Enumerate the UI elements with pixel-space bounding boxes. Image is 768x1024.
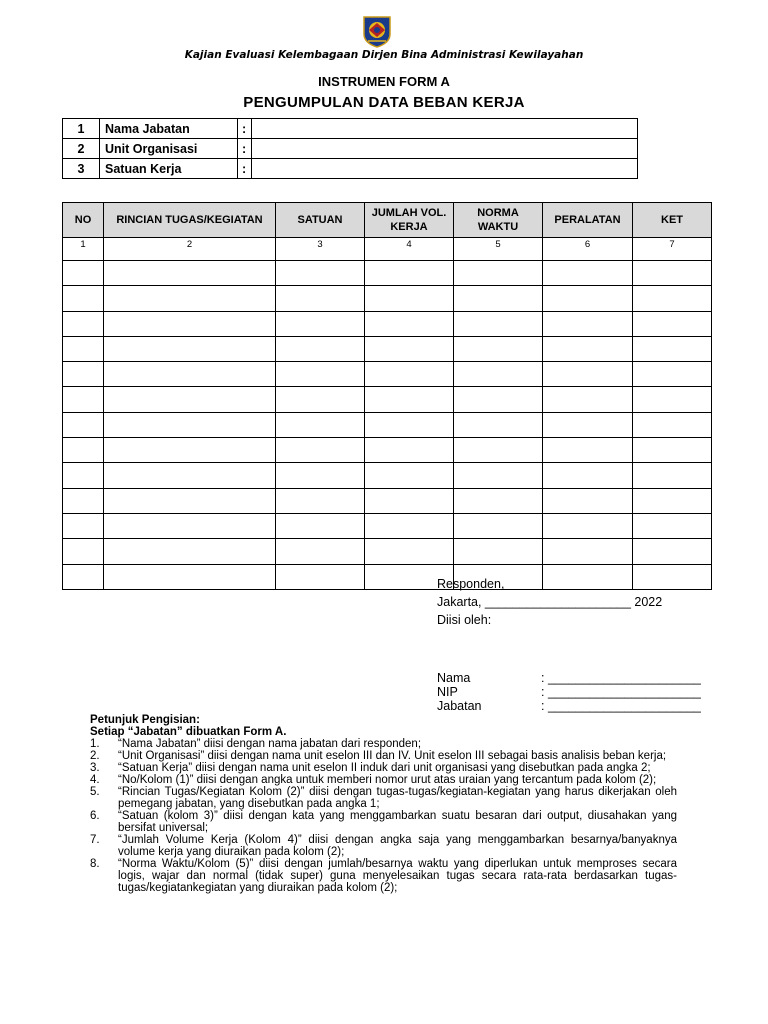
list-item-text: “Nama Jabatan” diisi dengan nama jabatan dari responden; [118, 738, 422, 750]
filled-by-label: Diisi oleh: [437, 613, 492, 627]
table-cell[interactable] [365, 336, 454, 361]
list-item-number: 5. [90, 786, 100, 798]
column-header: NORMA WAKTU [454, 203, 543, 238]
sig-field-nama[interactable]: : ______________________ [541, 671, 701, 685]
table-row [63, 286, 712, 311]
table-cell[interactable] [104, 412, 276, 437]
table-cell[interactable] [365, 387, 454, 412]
sig-label-nama: Nama [437, 671, 471, 685]
column-header: RINCIAN TUGAS/KEGIATAN [104, 203, 276, 238]
table-cell[interactable] [365, 513, 454, 538]
table-cell[interactable] [104, 311, 276, 336]
document-header: Kajian Evaluasi Kelembagaan Dirjen Bina Administrasi Kewilayahan [184, 49, 584, 61]
column-header: JUMLAH VOL. KERJA [365, 203, 454, 238]
identity-row-colon: : [238, 139, 252, 159]
table-cell[interactable] [63, 311, 104, 336]
table-cell[interactable] [633, 463, 712, 488]
table-cell[interactable] [633, 286, 712, 311]
sig-field-jabatan[interactable]: : ______________________ [541, 699, 701, 713]
column-header: NO [63, 203, 104, 238]
table-cell[interactable] [454, 539, 543, 564]
list-item [90, 750, 677, 762]
table-cell[interactable] [543, 261, 633, 286]
table-cell[interactable] [276, 286, 365, 311]
table-cell[interactable] [365, 286, 454, 311]
table-cell[interactable] [454, 336, 543, 361]
table-row [63, 311, 712, 336]
table-cell[interactable] [543, 286, 633, 311]
form-title: INSTRUMEN FORM A [318, 74, 450, 89]
city-date-line: Jakarta, _____________________ 2022 [437, 595, 663, 609]
table-cell[interactable] [633, 438, 712, 463]
table-cell[interactable] [104, 539, 276, 564]
table-cell[interactable] [543, 336, 633, 361]
list-item-number: 1. [90, 738, 100, 750]
instructions-subtitle: Setiap “Jabatan” dibuatkan Form A. [90, 726, 287, 738]
list-item [90, 762, 677, 774]
list-item-number: 6. [90, 810, 100, 822]
table-cell[interactable] [63, 564, 104, 589]
list-item-number: 7. [90, 834, 100, 846]
table-cell[interactable] [365, 261, 454, 286]
column-number: 1 [63, 238, 104, 261]
table-row [63, 438, 712, 463]
table-row [63, 564, 712, 589]
list-item-text: “Jumlah Volume Kerja (Kolom 4)” diisi dengan angka saja yang menggambarkan besarnya/banyaknya volume kerja yang diuraikan pada kolom (2); [118, 834, 677, 858]
list-item [90, 738, 677, 750]
sig-field-nip[interactable]: : ______________________ [541, 685, 701, 699]
table-cell[interactable] [365, 311, 454, 336]
table-cell[interactable] [104, 488, 276, 513]
column-header: PERALATAN [543, 203, 633, 238]
identity-row-value[interactable] [252, 159, 638, 179]
table-cell[interactable] [104, 261, 276, 286]
table-cell[interactable] [454, 311, 543, 336]
table-cell[interactable] [276, 564, 365, 589]
table-cell[interactable] [633, 336, 712, 361]
column-number: 3 [276, 238, 365, 261]
table-cell[interactable] [365, 362, 454, 387]
table-row [63, 261, 712, 286]
table-cell[interactable] [276, 387, 365, 412]
table-cell[interactable] [633, 362, 712, 387]
identity-row-value[interactable] [252, 139, 638, 159]
column-number: 5 [454, 238, 543, 261]
identity-row-number: 3 [63, 159, 100, 179]
table-cell[interactable] [633, 564, 712, 589]
table-cell[interactable] [63, 513, 104, 538]
table-cell[interactable] [543, 311, 633, 336]
column-header: KET [633, 203, 712, 238]
list-item-text: “No/Kolom (1)” diisi dengan angka untuk memberi nomor urut atas uraian yang tercantum pada kolom (2); [118, 774, 657, 786]
table-cell[interactable] [276, 438, 365, 463]
identity-row-value[interactable] [252, 119, 638, 139]
list-item [90, 858, 677, 894]
list-item-text: “Norma Waktu/Kolom (5)” diisi dengan jumlah/besarnya waktu yang diperlukan untuk memproses secara logis, wajar dan normal (tidak super) guna menyelesaikan tugas secara rata-rata berdasarkan tugas-tugas/kegiatankegiatan yang diuraikan pada kolom (2); [118, 858, 677, 894]
table-cell[interactable] [276, 513, 365, 538]
table-cell[interactable] [365, 539, 454, 564]
identity-row-number: 1 [63, 119, 100, 139]
form-subtitle: PENGUMPULAN DATA BEBAN KERJA [243, 94, 525, 111]
table-cell[interactable] [543, 387, 633, 412]
list-item-number: 3. [90, 762, 100, 774]
table-row [63, 539, 712, 564]
column-number: 2 [104, 238, 276, 261]
table-cell[interactable] [633, 539, 712, 564]
table-cell[interactable] [63, 261, 104, 286]
identity-row-label: Unit Organisasi [100, 139, 238, 159]
table-cell[interactable] [543, 488, 633, 513]
sig-label-nip: NIP [437, 685, 458, 699]
table-cell[interactable] [454, 513, 543, 538]
column-number: 4 [365, 238, 454, 261]
list-item [90, 810, 677, 834]
table-cell[interactable] [276, 463, 365, 488]
list-item [90, 834, 677, 858]
table-cell[interactable] [454, 412, 543, 437]
list-item-number: 2. [90, 750, 100, 762]
table-cell[interactable] [276, 261, 365, 286]
table-cell[interactable] [633, 513, 712, 538]
table-row [63, 362, 712, 387]
table-cell[interactable] [633, 488, 712, 513]
table-cell[interactable] [276, 539, 365, 564]
table-cell[interactable] [454, 362, 543, 387]
table-cell[interactable] [633, 311, 712, 336]
table-cell[interactable] [633, 261, 712, 286]
instructions-section [90, 714, 677, 894]
table-cell[interactable] [63, 286, 104, 311]
column-number: 6 [543, 238, 633, 261]
table-cell[interactable] [454, 286, 543, 311]
table-row [63, 488, 712, 513]
table-cell[interactable] [365, 412, 454, 437]
table-cell[interactable] [63, 336, 104, 361]
column-number-row [63, 238, 712, 261]
table-cell[interactable] [63, 412, 104, 437]
table-cell[interactable] [633, 412, 712, 437]
table-cell[interactable] [63, 488, 104, 513]
list-item-text: “Unit Organisasi” diisi dengan nama unit eselon III dan IV. Unit eselon III sebagai basis analisis beban kerja; [118, 750, 667, 762]
list-item [90, 774, 677, 786]
table-cell[interactable] [104, 286, 276, 311]
table-cell[interactable] [104, 438, 276, 463]
table-cell[interactable] [543, 463, 633, 488]
table-row [63, 412, 712, 437]
instructions-list [90, 738, 677, 894]
respondent-label: Responden, [437, 577, 505, 591]
sig-label-jabatan: Jabatan [437, 699, 482, 713]
table-cell[interactable] [543, 438, 633, 463]
identity-row [63, 119, 638, 139]
table-cell[interactable] [454, 488, 543, 513]
table-cell[interactable] [104, 387, 276, 412]
table-row [63, 336, 712, 361]
table-cell[interactable] [63, 387, 104, 412]
table-cell[interactable] [543, 539, 633, 564]
table-cell[interactable] [104, 564, 276, 589]
table-cell[interactable] [276, 311, 365, 336]
table-row [63, 387, 712, 412]
list-item-text: “Satuan (kolom 3)” diisi dengan kata yang menggambarkan suatu besaran dari output, diusahakan yang bersifat universal; [118, 810, 677, 834]
table-row [63, 463, 712, 488]
table-cell[interactable] [543, 513, 633, 538]
table-cell[interactable] [276, 362, 365, 387]
identity-row-colon: : [238, 119, 252, 139]
table-cell[interactable] [454, 261, 543, 286]
identity-row-label: Nama Jabatan [100, 119, 238, 139]
table-cell[interactable] [633, 387, 712, 412]
identity-table [62, 118, 638, 179]
garuda-emblem-icon [360, 14, 394, 48]
table-cell[interactable] [454, 438, 543, 463]
table-cell[interactable] [365, 438, 454, 463]
instructions-title: Petunjuk Pengisian: [90, 714, 200, 726]
list-item-number: 8. [90, 858, 100, 870]
workload-table [62, 202, 712, 590]
table-cell[interactable] [63, 438, 104, 463]
table-cell[interactable] [454, 387, 543, 412]
identity-row-colon: : [238, 159, 252, 179]
identity-row-number: 2 [63, 139, 100, 159]
table-cell[interactable] [104, 463, 276, 488]
table-cell[interactable] [104, 362, 276, 387]
table-cell[interactable] [276, 336, 365, 361]
identity-row-label: Satuan Kerja [100, 159, 238, 179]
table-cell[interactable] [276, 488, 365, 513]
table-cell[interactable] [365, 463, 454, 488]
column-number: 7 [633, 238, 712, 261]
table-cell[interactable] [365, 488, 454, 513]
table-row [63, 513, 712, 538]
table-cell[interactable] [543, 412, 633, 437]
table-cell[interactable] [63, 362, 104, 387]
list-item-number: 4. [90, 774, 100, 786]
table-cell[interactable] [543, 564, 633, 589]
table-cell[interactable] [104, 513, 276, 538]
identity-row [63, 139, 638, 159]
table-cell[interactable] [104, 336, 276, 361]
table-cell[interactable] [543, 362, 633, 387]
table-cell[interactable] [63, 539, 104, 564]
column-header: SATUAN [276, 203, 365, 238]
list-item-text: “Satuan Kerja” diisi dengan nama unit eselon II induk dari unit organisasi yang disebutkan pada angka 2; [118, 762, 651, 774]
identity-row [63, 159, 638, 179]
table-cell[interactable] [276, 412, 365, 437]
list-item [90, 786, 677, 810]
list-item-text: “Rincian Tugas/Kegiatan Kolom (2)” diisi dengan tugas-tugas/kegiatan-kegiatan yang harus dikerjakan oleh pemegang jabatan, yang disebutkan pada angka 1; [118, 786, 677, 810]
table-cell[interactable] [454, 463, 543, 488]
table-cell[interactable] [63, 463, 104, 488]
